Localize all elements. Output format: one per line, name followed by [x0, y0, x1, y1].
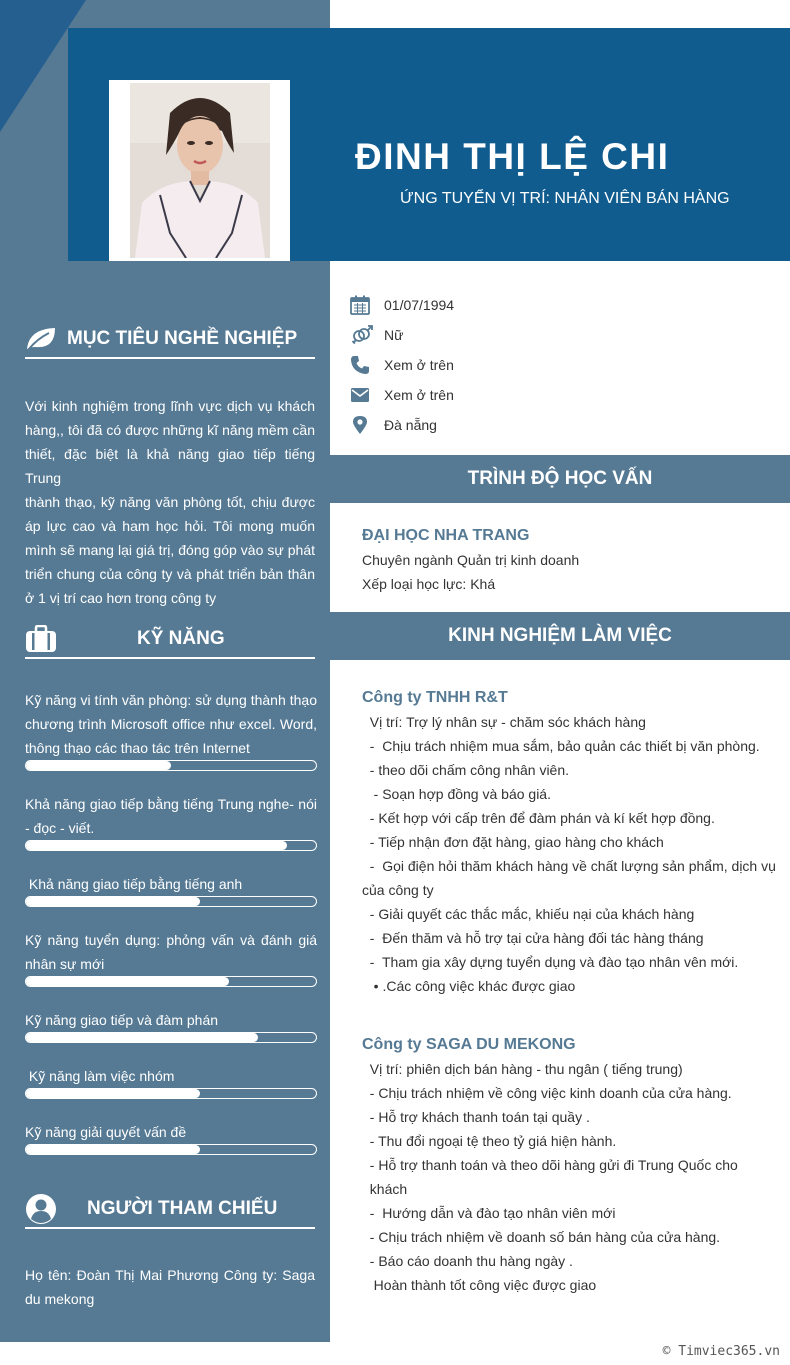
user-circle-icon — [25, 1193, 57, 1225]
skill-bar — [25, 1088, 317, 1099]
leaf-icon — [25, 325, 57, 353]
objective-line: mình sẽ mang lại giá trị, đóng góp vào sự phát — [25, 542, 315, 558]
skill-bar — [25, 840, 317, 851]
skill-label-line: Khả năng giao tiếp bằng tiếng Trung nghe- nói — [25, 796, 317, 812]
skill-bar — [25, 1032, 317, 1043]
calendar-icon — [350, 295, 370, 315]
job-line: Vị trí: Trợ lý nhân sự - chăm sóc khách hàng — [362, 714, 646, 730]
job-description — [362, 710, 782, 998]
education-major: Chuyên ngành Quản trị kinh doanh — [362, 552, 580, 568]
objective-line: thiết, đặc biệt là khả năng giao tiếp tiếng Trung — [25, 446, 315, 486]
skill-label-line: thông thạo các thao tác trên Internet — [25, 740, 250, 756]
objective-line: ở 1 vị trí cao hơn trong công ty — [25, 590, 217, 606]
watermark: © Timviec365.vn — [662, 1344, 780, 1359]
birthday-value: 01/07/1994 — [384, 297, 455, 313]
profile-photo — [130, 83, 270, 258]
objective-line: áp lực cao và ham học hỏi. Tôi mong muốn — [25, 518, 315, 534]
job-line: - Chịu trách nhiệm về doanh số bán hàng của cửa hàng. — [362, 1229, 721, 1245]
reference-heading — [25, 1193, 315, 1229]
job-line: - Giải quyết các thắc mắc, khiếu nại của khách hàng — [362, 906, 695, 922]
job-line: - Hỗ trợ khách thanh toán tại quầy . — [362, 1109, 590, 1125]
skill-bar — [25, 896, 317, 907]
skill-bar — [25, 1144, 317, 1155]
job-description — [362, 1057, 782, 1297]
skill-bar — [25, 760, 317, 771]
gender-value: Nữ — [384, 327, 404, 343]
skill-bar-fill — [26, 761, 171, 770]
phone-icon — [350, 355, 370, 375]
skill-label — [25, 792, 317, 840]
address-value: Đà nẵng — [384, 417, 437, 433]
briefcase-icon — [25, 625, 57, 653]
skill-label-line: Kỹ năng vi tính văn phòng: sử dụng thành thạo — [25, 692, 317, 708]
job-line: - Chịu trách nhiệm mua sắm, bảo quản các thiết bị văn phòng. — [362, 738, 760, 754]
skill-label-line: Kỹ năng tuyển dụng: phỏng vấn và đánh giá — [25, 932, 317, 948]
skill-label — [25, 688, 317, 760]
skill-bar-fill — [26, 1089, 200, 1098]
skill-label: Kỹ năng làm việc nhóm — [25, 1068, 175, 1084]
education-heading: TRÌNH ĐỘ HỌC VẤN — [330, 455, 790, 503]
map-pin-icon — [350, 415, 370, 435]
applied-position: ỨNG TUYỂN VỊ TRÍ: NHÂN VIÊN BÁN HÀNG — [400, 190, 730, 207]
envelope-icon — [350, 385, 370, 405]
job-line: - Soạn hợp đồng và báo giá. — [362, 786, 551, 802]
job-line: - Gọi điện hỏi thăm khách hàng về chất lượng sản phẩm, dịch vụ — [362, 858, 776, 874]
objective-title: MỤC TIÊU NGHỀ NGHIỆP — [67, 328, 298, 349]
skill-label: Kỹ năng giải quyết vấn đề — [25, 1124, 187, 1140]
skill-label-line: chương trình Microsoft office như excel. Word, — [25, 716, 317, 732]
job-line: - Tiếp nhận đơn đặt hàng, giao hàng cho khách — [362, 834, 664, 850]
gender-icon — [350, 325, 374, 345]
skill-label: Kỹ năng giao tiếp và đàm phán — [25, 1012, 219, 1028]
objective-line: triển chung của công ty và phát triển bản thân — [25, 566, 315, 582]
job-line: của công ty — [362, 882, 434, 898]
reference-line: Họ tên: Đoàn Thị Mai Phương Công ty: Saga — [25, 1267, 315, 1283]
skill-label-line: - đọc - viết. — [25, 820, 95, 836]
job-line: - Tham gia xây dựng tuyển dụng và đào tạo nhân vên mới. — [362, 954, 739, 970]
job-line: - Chịu trách nhiệm về công việc kinh doanh của cửa hàng. — [362, 1085, 732, 1101]
job-line: - Kết hợp với cấp trên để đàm phán và kí kết hợp đồng. — [362, 810, 715, 826]
reference-line: du mekong — [25, 1291, 95, 1307]
job-line: - Hỗ trợ thanh toán và theo dõi hàng gửi đi Trung Quốc cho — [362, 1157, 738, 1173]
reference-title: NGƯỜI THAM CHIẾU — [87, 1198, 278, 1219]
skill-bar — [25, 976, 317, 987]
job-line: • .Các công việc khác được giao — [362, 978, 576, 994]
skill-bar-fill — [26, 1033, 258, 1042]
skills-title: KỸ NĂNG — [137, 628, 225, 649]
education-school: ĐẠI HỌC NHA TRANG — [362, 527, 530, 544]
skill-label: Khả năng giao tiếp bằng tiếng anh — [25, 876, 243, 892]
job-line: - Hướng dẫn và đào tạo nhân viên mới — [362, 1205, 616, 1221]
job-line: khách — [362, 1181, 408, 1197]
phone-value: Xem ở trên — [384, 357, 454, 373]
email-value: Xem ở trên — [384, 387, 454, 403]
objective-line: Với kinh nghiệm trong lĩnh vực dịch vụ khách — [25, 398, 315, 414]
job-line: - Báo cáo doanh thu hàng ngày . — [362, 1253, 573, 1269]
skills-heading — [25, 623, 315, 659]
job-company: Công ty TNHH R&T — [362, 689, 508, 706]
job-line: - theo dõi chấm công nhân viên. — [362, 762, 570, 778]
skill-bar-fill — [26, 841, 287, 850]
skill-bar-fill — [26, 977, 229, 986]
job-line: - Thu đổi ngoại tệ theo tỷ giá hiện hành. — [362, 1133, 617, 1149]
job-line: Hoàn thành tốt công việc được giao — [362, 1277, 597, 1293]
skill-bar-fill — [26, 897, 200, 906]
objective-text — [25, 394, 315, 610]
experience-heading: KINH NGHIỆM LÀM VIỆC — [330, 612, 790, 660]
objective-line: hàng,, tôi đã có được những kĩ năng mềm cần — [25, 422, 315, 438]
objective-heading — [25, 323, 315, 359]
job-line: - Đến thăm và hỗ trợ tại cửa hàng đối tác hàng tháng — [362, 930, 704, 946]
job-company: Công ty SAGA DU MEKONG — [362, 1036, 576, 1053]
reference-text — [25, 1263, 315, 1311]
education-grade: Xếp loại học lực: Khá — [362, 576, 496, 592]
objective-line: thành thạo, kỹ năng văn phòng tốt, chịu được — [25, 494, 315, 510]
skill-label — [25, 928, 317, 976]
job-line: Vị trí: phiên dịch bán hàng - thu ngân ( tiếng trung) — [362, 1061, 683, 1077]
skill-bar-fill — [26, 1145, 200, 1154]
skill-label-line: nhân sự mới — [25, 956, 105, 972]
candidate-name: ĐINH THỊ LỆ CHI — [355, 136, 670, 177]
